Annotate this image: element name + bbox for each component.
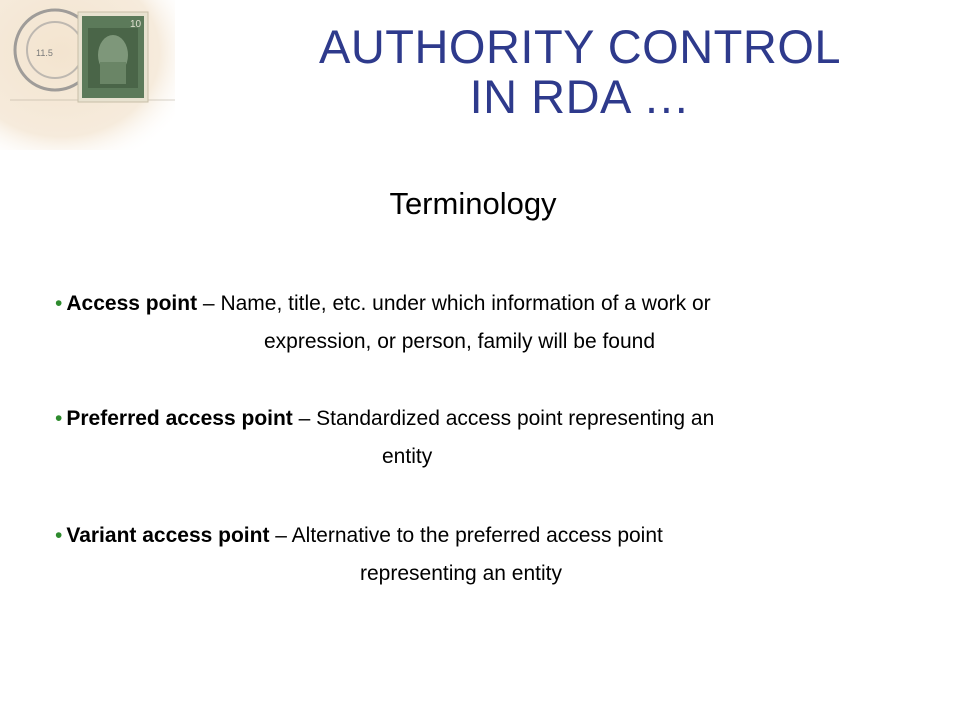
svg-text:11.5: 11.5 (36, 48, 53, 58)
list-item-access-point (55, 285, 711, 323)
term-label: Preferred access point (66, 407, 293, 430)
definition-continuation: expression, or person, family will be found (264, 330, 656, 353)
term-label: Variant access point (66, 524, 270, 547)
slide-title (230, 22, 930, 122)
definition-continuation: entity (382, 445, 433, 468)
term-label: Access point (66, 292, 198, 315)
slide-subtitle: Terminology (389, 186, 557, 221)
definition-continuation: representing an entity (360, 562, 562, 585)
bullet-icon: • (55, 292, 63, 315)
definition-text: Name, title, etc. under which information of a work or (220, 292, 711, 315)
svg-text:10: 10 (130, 19, 142, 30)
definition-text: Standardized access point representing an (316, 407, 715, 430)
definition-text: Alternative to the preferred access point (291, 524, 663, 547)
list-item-preferred-access-point (55, 400, 714, 438)
bullet-icon: • (55, 407, 63, 430)
slide-title-line1: AUTHORITY CONTROL (318, 20, 842, 73)
postage-stamp-icon (0, 0, 175, 150)
bullet-icon: • (55, 524, 63, 547)
list-item-variant-access-point (55, 517, 663, 555)
term-dash: – (292, 407, 317, 430)
term-dash: – (269, 524, 292, 547)
slide-title-line2: IN RDA … (469, 70, 691, 123)
term-dash: – (197, 292, 221, 315)
